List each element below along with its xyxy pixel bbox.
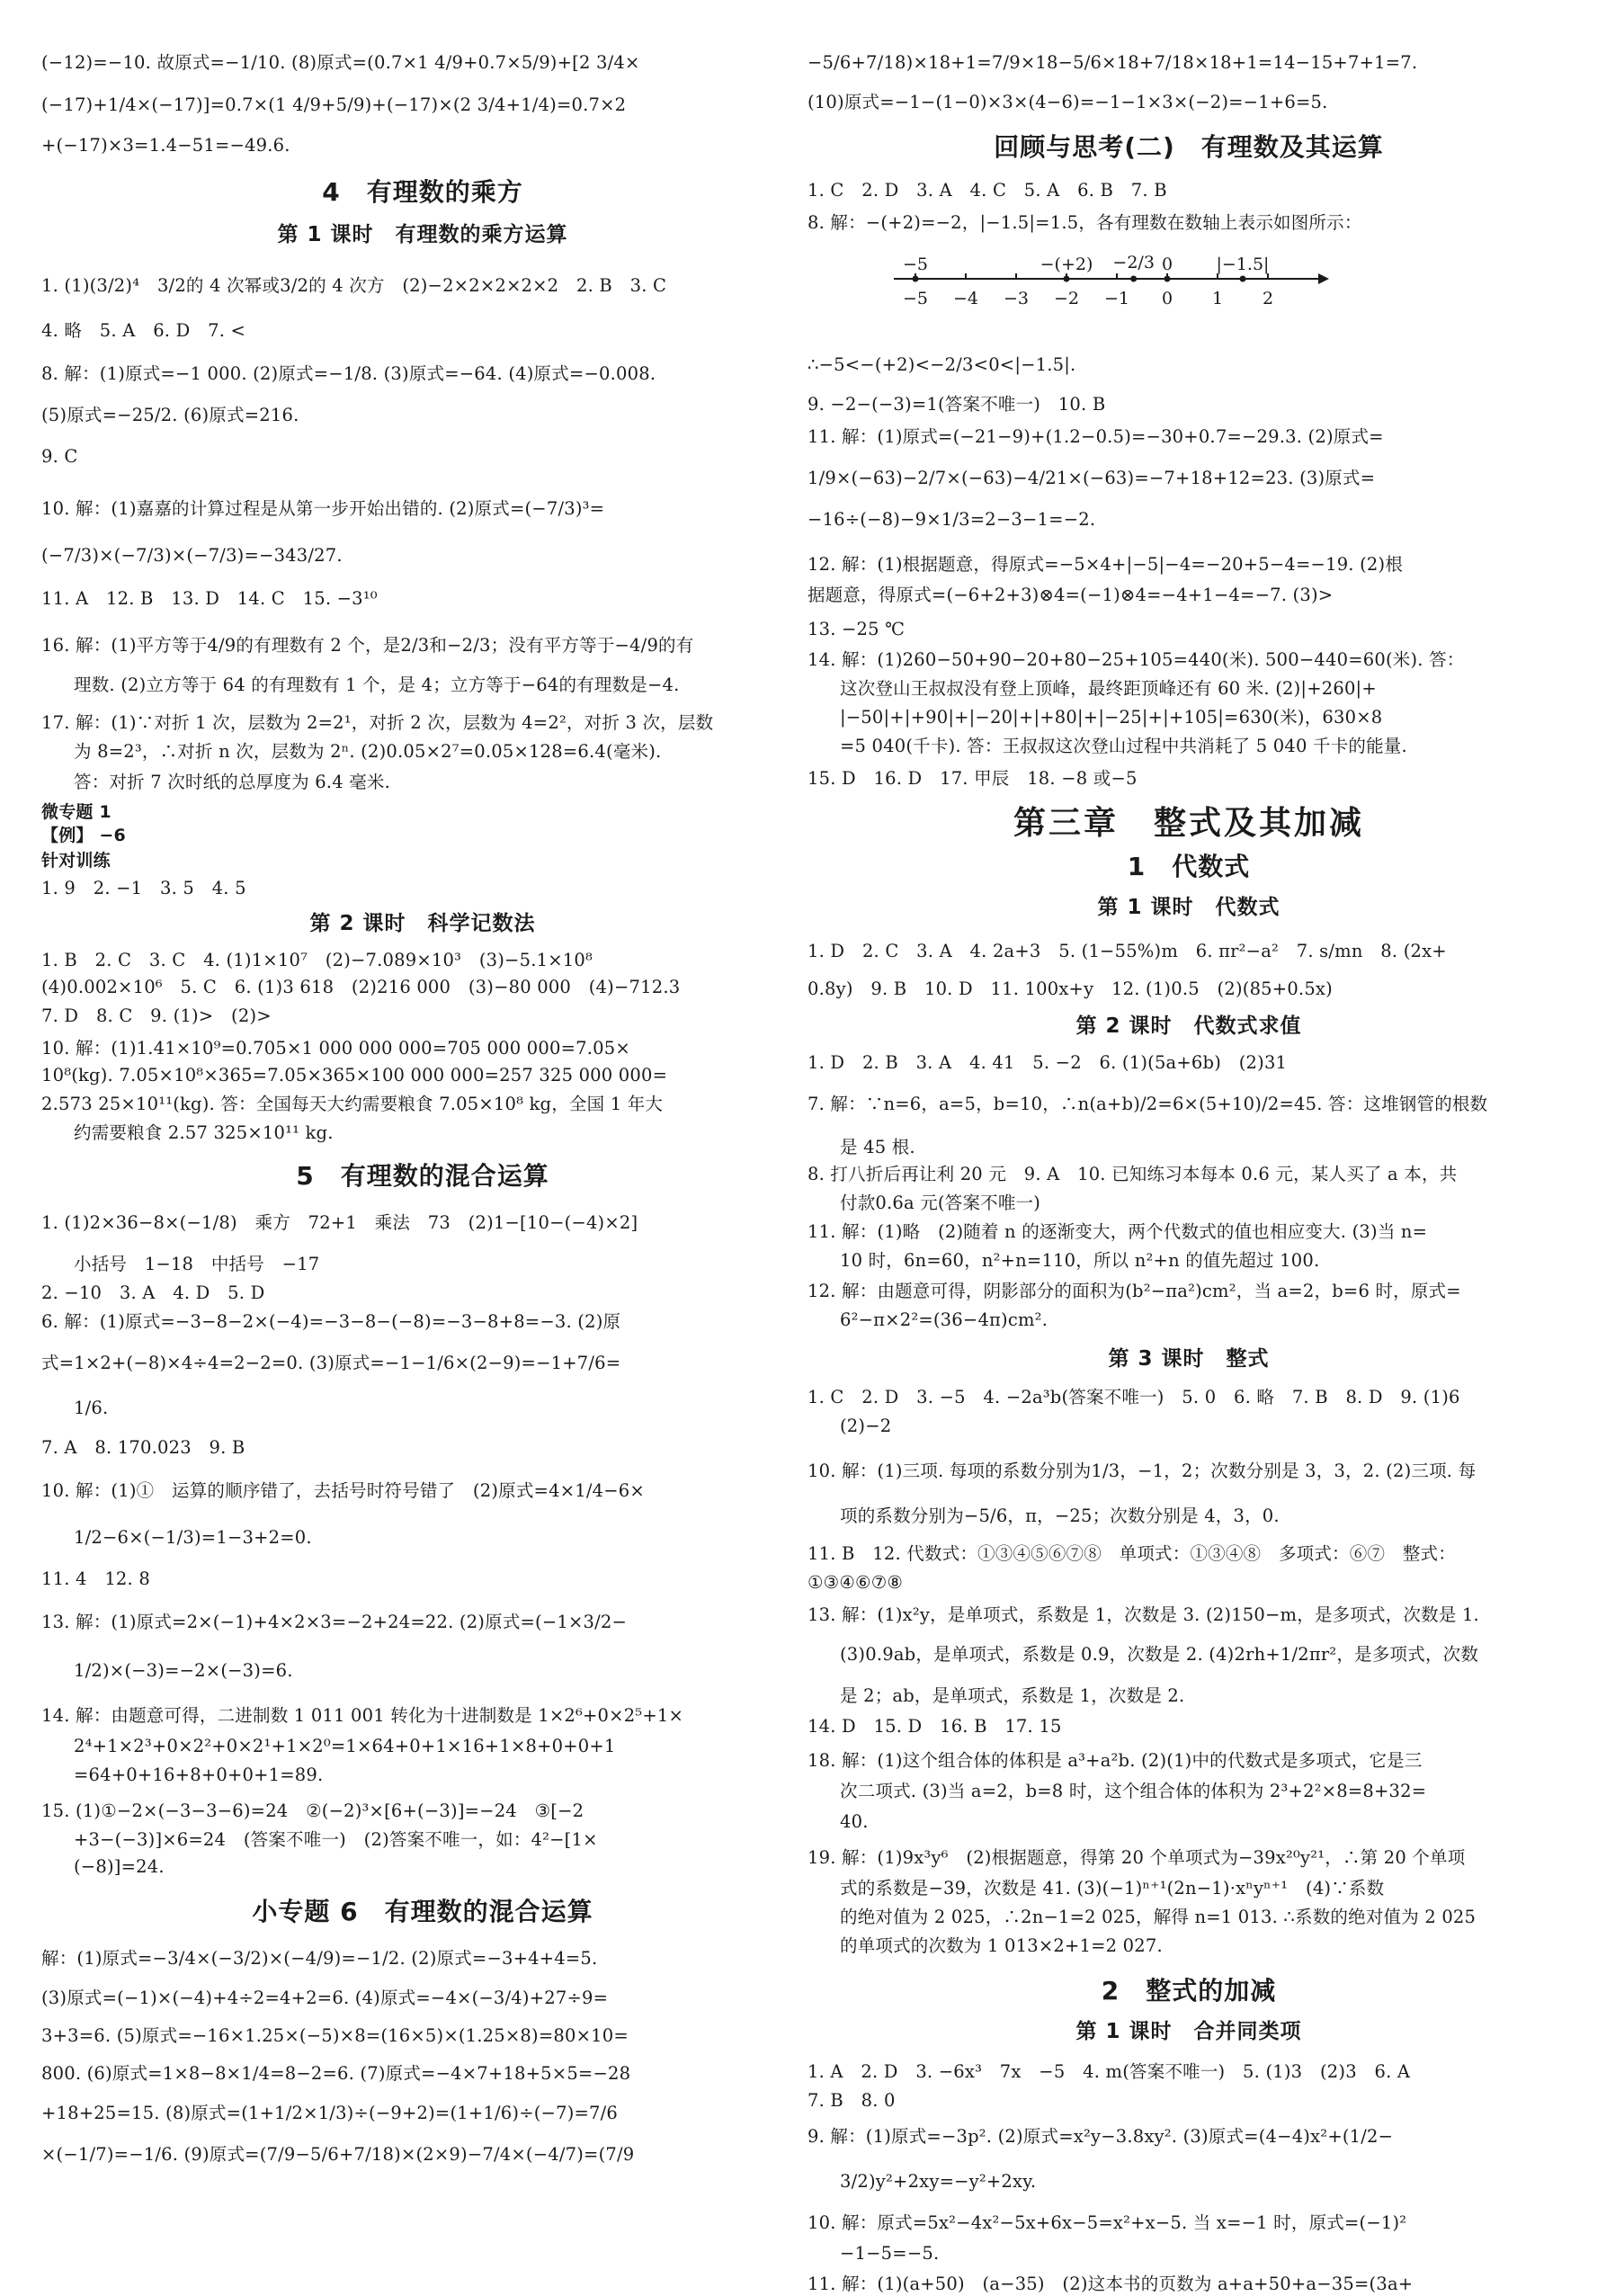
number-line-point <box>1130 276 1137 282</box>
text-line-right-56: 3/2)y²+2xy=−y²+2xy. <box>840 2171 1037 2192</box>
text-line-right-12: 13. −25 ℃ <box>808 619 906 639</box>
text-line-left-39: 1/2−6×(−1/3)=1−3+2=0. <box>74 1527 312 1548</box>
heading-left-30: 5 有理数的混合运算 <box>296 1161 549 1191</box>
heading-left-3: 4 有理数的乘方 <box>322 177 523 207</box>
text-line-left-2: +(−17)×3=1.4−51=−49.6. <box>41 135 290 156</box>
text-line-right-9: −16÷(−8)−9×1/3=2−3−1=−2. <box>808 509 1096 530</box>
number-line-point <box>913 276 919 282</box>
text-line-right-48: 式的系数是−39，次数是 41. (3)(−1)ⁿ⁺¹(2n−1)·xⁿyⁿ⁺¹ (4)∵系数 <box>840 1878 1385 1898</box>
text-line-left-43: 14. 解：由题意可得，二进制数 1 011 001 转化为十进制数是 1×2⁶+0×2⁵+1× <box>41 1705 684 1726</box>
text-line-left-31: 1. (1)2×36−8×(−1/8) 乘方 72+1 乘法 73 (2)1−[10−(−4)×2] <box>41 1212 638 1233</box>
number-line-point-label: −5 <box>902 255 929 274</box>
heading-right-51: 2 整式的加减 <box>1101 1976 1277 2006</box>
text-line-left-18: 微专题 1 <box>41 802 112 822</box>
text-line-left-41: 13. 解：(1)原式=2×(−1)+4×2×3=−2+24=22. (2)原式=(−1×3/2− <box>41 1612 628 1632</box>
heading-right-2: 回顾与思考(二) 有理数及其运算 <box>994 132 1384 162</box>
number-line-point <box>1240 276 1246 282</box>
text-line-right-25: 7. 解：∵n=6，a=5，b=10，∴n(a+b)/2=6×(5+10)/2=45. 答：这堆钢管的根数 <box>808 1094 1488 1114</box>
text-line-left-47: +3−(−3)]×6=24 (答案不唯一) (2)答案不唯一，如：4²−[1× <box>74 1829 598 1850</box>
text-line-right-11: 据题意，得原式=(−6+2+3)⊗4=(−1)⊗4=−4+1−4=−7. (3)> <box>808 585 1334 605</box>
text-line-left-46: 15. (1)①−2×(−3−3−6)=24 ②(−2)³×[6+(−3)]=−24 ③[−2 <box>41 1800 584 1821</box>
text-line-right-1: (10)原式=−1−(1−0)×3×(4−6)=−1−1×3×(−2)=−1+6=5. <box>808 92 1328 112</box>
text-line-left-11: (−7/3)×(−7/3)×(−7/3)=−343/27. <box>41 545 343 566</box>
text-line-left-0: (−12)=−10. 故原式=−1/10. (8)原式=(0.7×1 4/9+0.7×5/9)+[2 3/4× <box>41 52 640 73</box>
text-line-right-26: 是 45 根. <box>840 1137 915 1157</box>
heading-right-52: 第 1 课时 合并同类项 <box>1075 2020 1302 2043</box>
number-line-tick-label: −5 <box>902 289 929 308</box>
text-line-left-53: 800. (6)原式=1×8−8×1/4=8−2=6. (7)原式=−4×7+18+5×5=−28 <box>41 2063 631 2084</box>
text-line-left-51: (3)原式=(−1)×(−4)+4÷2=4+2=6. (4)原式=−4×(−3/4)+27÷9= <box>41 1988 609 2008</box>
text-line-left-28: 2.573 25×10¹¹(kg). 答：全国每天大约需要粮食 7.05×10⁸ kg，全国 1 年大 <box>41 1094 664 1114</box>
text-line-left-12: 11. A 12. B 13. D 14. C 15. −3¹⁰ <box>41 588 378 609</box>
text-line-right-4: 8. 解：−(+2)=−2，|−1.5|=1.5，各有理数在数轴上表示如图所示： <box>808 212 1362 233</box>
heading-right-33: 第 3 课时 整式 <box>1108 1347 1270 1371</box>
text-line-right-37: 项的系数分别为−5/6，π，−25；次数分别是 4，3，0. <box>840 1505 1280 1526</box>
text-line-right-40: 13. 解：(1)x²y，是单项式，系数是 1，次数是 3. (2)150−m，是多项式，次数是 1. <box>808 1604 1479 1625</box>
number-line-tick-label: −4 <box>952 289 979 308</box>
text-line-right-29: 11. 解：(1)略 (2)随着 n 的逐渐变大，两个代数式的值也相应变大. (3)当 n= <box>808 1221 1428 1242</box>
text-line-left-50: 解：(1)原式=−3/4×(−3/2)×(−4/9)=−1/2. (2)原式=−3+4+4=5. <box>41 1948 598 1969</box>
text-line-right-46: 40. <box>840 1811 869 1832</box>
text-line-right-43: 14. D 15. D 16. B 17. 15 <box>808 1716 1062 1737</box>
text-line-right-17: 15. D 16. D 17. 甲辰 18. −8 或−5 <box>808 768 1138 789</box>
number-line-point-label: −2/3 <box>1112 253 1155 272</box>
text-line-right-53: 1. A 2. D 3. −6x³ 7x −5 4. m(答案不唯一) 5. (1)3 (2)3 6. A <box>808 2061 1411 2082</box>
text-line-right-49: 的绝对值为 2 025，∴2n−1=2 025，解得 n=1 013. ∴系数的绝对值为 2 025 <box>840 1907 1477 1927</box>
text-line-left-44: 2⁴+1×2³+0×2²+0×2¹+1×2⁰=1×64+0+1×16+1×8+0+0+1 <box>74 1736 616 1756</box>
number-line-tick-label: 0 <box>1161 289 1173 308</box>
text-line-right-55: 9. 解：(1)原式=−3p². (2)原式=x²y−3.8xy². (3)原式=(4−4)x²+(1/2− <box>808 2126 1394 2147</box>
text-line-left-32: 小括号 1−18 中括号 −17 <box>74 1254 320 1274</box>
text-line-right-58: −1−5=−5. <box>840 2243 940 2264</box>
text-line-left-34: 6. 解：(1)原式=−3−8−2×(−4)=−3−8−(−8)=−3−8+8=−3. (2)原 <box>41 1311 621 1332</box>
number-line-point-label: 0 <box>1161 255 1173 274</box>
text-line-left-7: 8. 解：(1)原式=−1 000. (2)原式=−1/8. (3)原式=−64. (4)原式=−0.008. <box>41 363 656 384</box>
text-line-left-36: 1/6. <box>74 1398 109 1418</box>
text-line-right-45: 次二项式. (3)当 a=2，b=8 时，这个组合体的体积为 2³+2²×8=8+32= <box>840 1781 1427 1801</box>
number-line-tick-label: 1 <box>1211 289 1224 308</box>
text-line-right-47: 19. 解：(1)9x³y⁶ (2)根据题意，得第 20 个单项式为−39x²⁰y²¹，∴第 20 个单项 <box>808 1847 1466 1868</box>
text-line-right-39: ①③④⑥⑦⑧ <box>808 1572 904 1593</box>
number-line-tick-label: −1 <box>1103 289 1130 308</box>
text-line-left-54: +18+25=15. (8)原式=(1+1/2×1/3)÷(−9+2)=(1+1/6)÷(−7)=7/6 <box>41 2103 619 2123</box>
text-line-left-23: 1. B 2. C 3. C 4. (1)1×10⁷ (2)−7.089×10³ (3)−5.1×10⁸ <box>41 950 593 970</box>
text-line-left-24: (4)0.002×10⁶ 5. C 6. (1)3 618 (2)216 000 (3)−80 000 (4)−712.3 <box>41 977 681 997</box>
text-line-right-10: 12. 解：(1)根据题意，得原式=−5×4+|−5|−4=−20+5−4=−19. (2)根 <box>808 554 1404 575</box>
number-line-point-label: −(+2) <box>1040 255 1093 274</box>
text-line-left-6: 4. 略 5. A 6. D 7. < <box>41 320 246 341</box>
text-line-left-48: (−8)]=24. <box>74 1856 165 1877</box>
text-line-right-15: |−50|+|+90|+|−20|+|+80|+|−25|+|+105|=630(米)，630×8 <box>840 707 1383 728</box>
text-line-left-16: 为 8=2³，∴对折 n 次，层数为 2ⁿ. (2)0.05×2⁷=0.05×128=6.4(毫米). <box>74 741 662 762</box>
text-line-right-31: 12. 解：由题意可得，阴影部分的面积为(b²−πa²)cm²，当 a=2，b=6 时，原式= <box>808 1281 1461 1301</box>
heading-right-20: 第 1 课时 代数式 <box>1097 896 1280 919</box>
text-line-right-35: (2)−2 <box>840 1416 892 1436</box>
text-line-right-22: 0.8y) 9. B 10. D 11. 100x+y 12. (1)0.5 (2)(85+0.5x) <box>808 978 1333 999</box>
text-line-left-15: 17. 解：(1)∵对折 1 次，层数为 2=2¹，对折 2 次，层数为 4=2²，对折 3 次，层数 <box>41 712 714 733</box>
heading-right-18: 第三章 整式及其加减 <box>1013 805 1364 842</box>
text-line-left-19: 【例】 −6 <box>41 826 126 845</box>
text-line-left-42: 1/2)×(−3)=−2×(−3)=6. <box>74 1660 293 1681</box>
text-line-left-9: 9. C <box>41 446 78 467</box>
text-line-right-30: 10 时，6n=60，n²+n=110，所以 n²+n 的值先超过 100. <box>840 1250 1320 1271</box>
text-line-left-27: 10⁸(kg). 7.05×10⁸×365=7.05×365×100 000 000=257 325 000 000= <box>41 1065 668 1085</box>
text-line-right-3: 1. C 2. D 3. A 4. C 5. A 6. B 7. B <box>808 180 1167 201</box>
number-line-tick-label: −3 <box>1003 289 1030 308</box>
text-line-right-50: 的单项式的次数为 1 013×2+1=2 027. <box>840 1935 1163 1956</box>
text-line-right-16: =5 040(千卡). 答：王叔叔这次登山过程中共消耗了 5 040 千卡的能量. <box>840 736 1407 756</box>
text-line-left-35: 式=1×2+(−8)×4÷4=2−2=0. (3)原式=−1−1/6×(2−9)=−1+7/6= <box>41 1353 621 1373</box>
text-line-right-28: 付款0.6a 元(答案不唯一) <box>840 1193 1041 1213</box>
number-line-point <box>1064 276 1070 282</box>
text-line-left-25: 7. D 8. C 9. (1)> (2)> <box>41 1005 272 1026</box>
text-line-right-13: 14. 解：(1)260−50+90−20+80−25+105=440(米). 500−440=60(米). 答： <box>808 649 1465 670</box>
text-line-right-36: 10. 解：(1)三项. 每项的系数分别为1/3，−1，2；次数分别是 3，3，2. (2)三项. 每 <box>808 1461 1477 1481</box>
text-line-left-45: =64+0+16+8+0+0+1=89. <box>74 1764 324 1785</box>
text-line-right-34: 1. C 2. D 3. −5 4. −2a³b(答案不唯一) 5. 0 6. 略 7. B 8. D 9. (1)6 <box>808 1387 1460 1407</box>
heading-left-49: 小专题 6 有理数的混合运算 <box>252 1897 593 1926</box>
text-line-left-40: 11. 4 12. 8 <box>41 1568 150 1589</box>
text-line-left-5: 1. (1)(3/2)⁴ 3/2的 4 次幂或3/2的 4 次方 (2)−2×2×2×2×2 2. B 3. C <box>41 275 667 296</box>
number-line-figure <box>808 237 1570 336</box>
text-line-right-8: 1/9×(−63)−2/7×(−63)−4/21×(−63)=−7+18+12=23. (3)原式= <box>808 468 1376 488</box>
text-line-right-41: (3)0.9ab，是单项式，系数是 0.9，次数是 2. (4)2rh+1/2πr²，是多项式，次数 <box>840 1644 1479 1665</box>
text-line-right-21: 1. D 2. C 3. A 4. 2a+3 5. (1−55%)m 6. πr²−a² 7. s/mn 8. (2x+ <box>808 941 1447 961</box>
text-line-left-13: 16. 解：(1)平方等于4/9的有理数有 2 个，是2/3和−2/3；没有平方等于−4/9的有 <box>41 635 694 656</box>
text-line-left-21: 1. 9 2. −1 3. 5 4. 5 <box>41 878 246 898</box>
text-line-left-8: (5)原式=−25/2. (6)原式=216. <box>41 405 299 425</box>
text-line-left-1: (−17)+1/4×(−17)]=0.7×(1 4/9+5/9)+(−17)×(2 3/4+1/4)=0.7×2 <box>41 94 627 115</box>
text-line-left-52: 3+3=6. (5)原式=−16×1.25×(−5)×8=(16×5)×(1.25×8)=80×10= <box>41 2025 629 2046</box>
text-line-right-7: 11. 解：(1)原式=(−21−9)+(1.2−0.5)=−30+0.7=−29.3. (2)原式= <box>808 426 1384 447</box>
number-line-tick-label: 2 <box>1262 289 1274 308</box>
heading-right-23: 第 2 课时 代数式求值 <box>1075 1014 1302 1038</box>
text-line-right-59: 11. 解：(1)(a+50) (a−35) (2)这本书的页数为 a+a+50+a−35=(3a+ <box>808 2274 1414 2294</box>
heading-left-4: 第 1 课时 有理数的乘方运算 <box>277 223 568 246</box>
text-line-right-14: 这次登山王叔叔没有登上顶峰，最终距顶峰还有 60 米. (2)|+260|+ <box>840 678 1377 699</box>
text-line-right-24: 1. D 2. B 3. A 4. 41 5. −2 6. (1)(5a+6b) (2)31 <box>808 1052 1288 1073</box>
text-line-right-57: 10. 解：原式=5x²−4x²−5x+6x−5=x²+x−5. 当 x=−1 时，原式=(−1)² <box>808 2212 1407 2233</box>
text-line-right-32: 6²−π×2²=(36−4π)cm². <box>840 1309 1048 1330</box>
text-line-right-42: 是 2；ab，是单项式，系数是 1，次数是 2. <box>840 1685 1185 1706</box>
text-line-left-14: 理数. (2)立方等于 64 的有理数有 1 个，是 4；立方等于−64的有理数是−4. <box>74 675 680 695</box>
number-line-point <box>1164 276 1171 282</box>
text-line-left-17: 答：对折 7 次时纸的总厚度为 6.4 毫米. <box>74 772 391 792</box>
text-line-left-37: 7. A 8. 170.023 9. B <box>41 1437 245 1458</box>
text-line-right-44: 18. 解：(1)这个组合体的体积是 a³+a²b. (2)(1)中的代数式是多项式，它是三 <box>808 1750 1423 1771</box>
text-line-left-33: 2. −10 3. A 4. D 5. D <box>41 1282 265 1303</box>
text-line-left-10: 10. 解：(1)嘉嘉的计算过程是从第一步开始出错的. (2)原式=(−7/3)³= <box>41 498 605 519</box>
text-line-right-6: 9. −2−(−3)=1(答案不唯一) 10. B <box>808 394 1106 415</box>
number-line-point-label: |−1.5| <box>1216 255 1270 274</box>
text-line-right-27: 8. 打八折后再让利 20 元 9. A 10. 已知练习本每本 0.6 元，某人买了 a 本，共 <box>808 1164 1458 1184</box>
number-line-tick-label: −2 <box>1053 289 1080 308</box>
text-line-left-20: 针对训练 <box>41 851 111 871</box>
text-line-left-38: 10. 解：(1)① 运算的顺序错了，去括号时符号错了 (2)原式=4×1/4−6× <box>41 1480 645 1501</box>
text-line-right-54: 7. B 8. 0 <box>808 2090 896 2111</box>
heading-right-19: 1 代数式 <box>1127 852 1251 881</box>
text-line-left-26: 10. 解：(1)1.41×10⁹=0.705×1 000 000 000=705 000 000=7.05× <box>41 1038 630 1059</box>
text-line-left-29: 约需要粮食 2.57 325×10¹¹ kg. <box>74 1122 334 1143</box>
text-line-right-5: ∴−5<−(+2)<−2/3<0<|−1.5|. <box>808 354 1076 375</box>
text-line-right-0: −5/6+7/18)×18+1=7/9×18−5/6×18+7/18×18+1=14−15+7+1=7. <box>808 52 1418 73</box>
heading-left-22: 第 2 课时 科学记数法 <box>309 912 536 935</box>
text-line-right-38: 11. B 12. 代数式：①③④⑤⑥⑦⑧ 单项式：①③④⑧ 多项式：⑥⑦ 整式： <box>808 1543 1456 1564</box>
number-line-arrow <box>1318 273 1329 284</box>
text-line-left-55: ×(−1/7)=−1/6. (9)原式=(7/9−5/6+7/18)×(2×9)−7/4×(−4/7)=(7/9 <box>41 2144 635 2165</box>
